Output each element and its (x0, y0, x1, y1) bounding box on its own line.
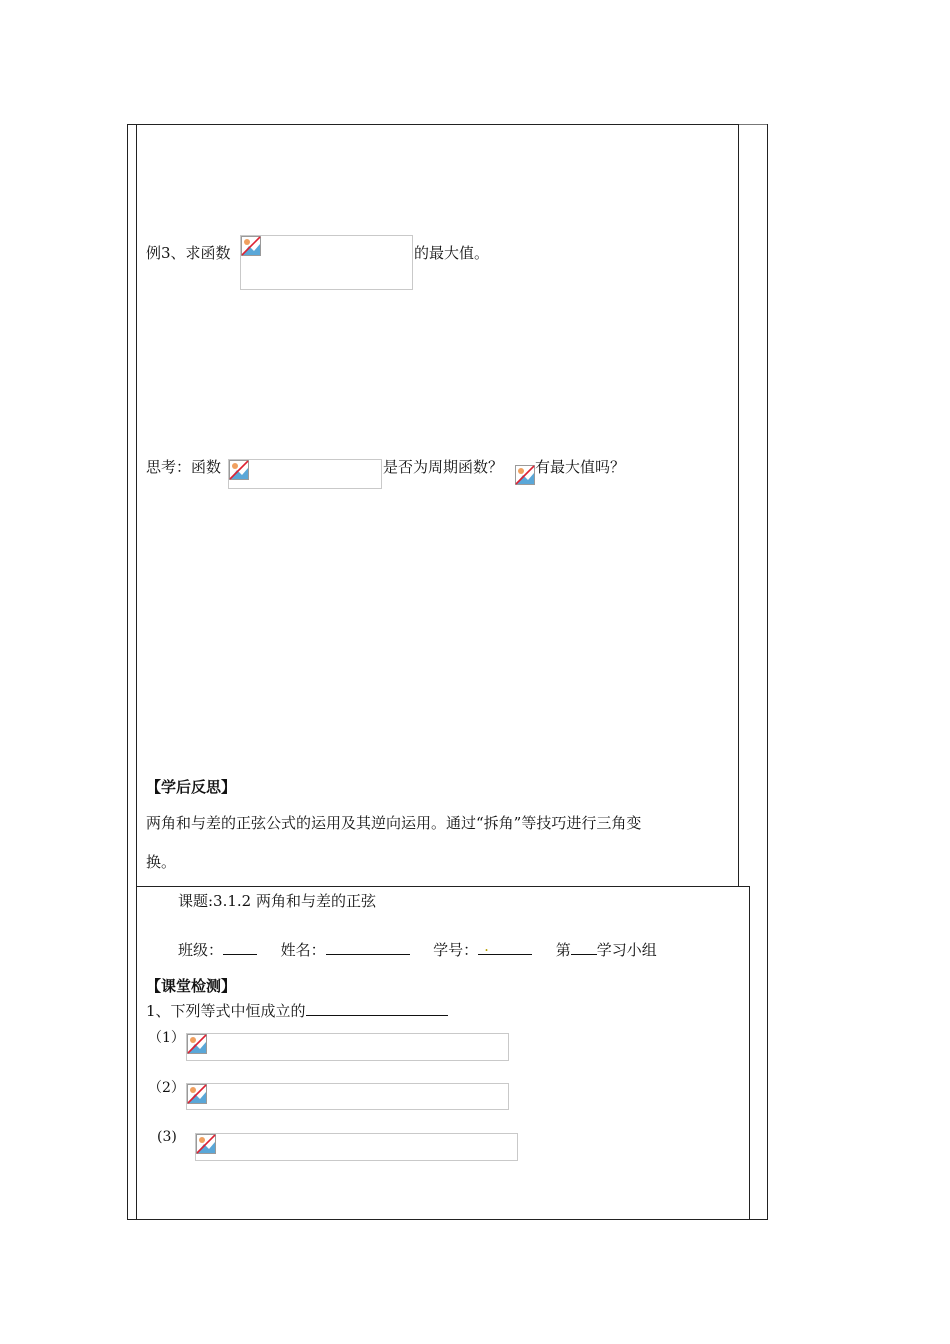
broken-image-icon (241, 236, 261, 256)
number-label: 学号： (433, 941, 479, 959)
reflection-line-2: 换。 (146, 853, 177, 871)
table-right-outer-border (767, 124, 768, 1220)
option-3-label: (3) (157, 1129, 177, 1145)
option-2-formula-image (186, 1083, 509, 1110)
quiz-section-heading: 【课堂检测】 (146, 977, 237, 995)
group-suffix: 学习小组 (596, 941, 657, 959)
broken-image-icon (515, 465, 535, 485)
broken-image-icon (187, 1034, 207, 1054)
example3-prefix: 例3、求函数 (146, 244, 231, 262)
think-suffix: 有最大值吗？ (535, 458, 626, 476)
broken-image-icon (196, 1134, 216, 1154)
broken-image-icon (229, 460, 249, 480)
group-prefix: 第 (555, 941, 571, 959)
table-left-outer-border (127, 124, 128, 1220)
think-prefix: 思考：函数 (146, 458, 222, 476)
table-top-border-right (738, 124, 768, 125)
quiz-title: 课题:3.1.2 两角和与差的正弦 (178, 892, 376, 910)
question-1 (146, 1001, 448, 1021)
option-1-formula-image (186, 1033, 509, 1061)
table-top-border (127, 124, 750, 125)
reflection-heading: 【学后反思】 (146, 778, 237, 796)
think-formula-image (228, 459, 382, 489)
broken-image-icon (187, 1084, 207, 1104)
name-label: 姓名： (280, 941, 326, 959)
think-middle: 是否为周期函数？ (383, 458, 504, 476)
question-1-text: 1、下列等式中恒成立的 (146, 1002, 306, 1020)
option-3-formula-image (195, 1133, 518, 1161)
class-label: 班级： (178, 941, 224, 959)
question-1-answer-blank[interactable] (306, 1001, 448, 1016)
option-2-label: （2） (148, 1080, 185, 1096)
table-right-inner-border (738, 124, 739, 887)
example3-formula-image (240, 235, 413, 290)
option-1-label: （1） (148, 1030, 185, 1046)
example3-suffix: 的最大值。 (414, 244, 490, 262)
table-bottom-border (127, 1219, 768, 1220)
quiz-box-right-border (749, 886, 750, 1220)
reflection-line-1: 两角和与差的正弦公式的运用及其逆向运用。通过“拆角”等技巧进行三角变 (146, 814, 642, 832)
number-mark: . (484, 937, 489, 955)
group-blank[interactable] (571, 940, 597, 955)
class-blank[interactable] (223, 940, 257, 955)
table-section-divider (136, 886, 750, 887)
number-blank[interactable] (478, 937, 532, 955)
table-left-inner-border (136, 124, 137, 1220)
student-info-row (178, 937, 657, 960)
name-blank[interactable] (326, 940, 410, 955)
